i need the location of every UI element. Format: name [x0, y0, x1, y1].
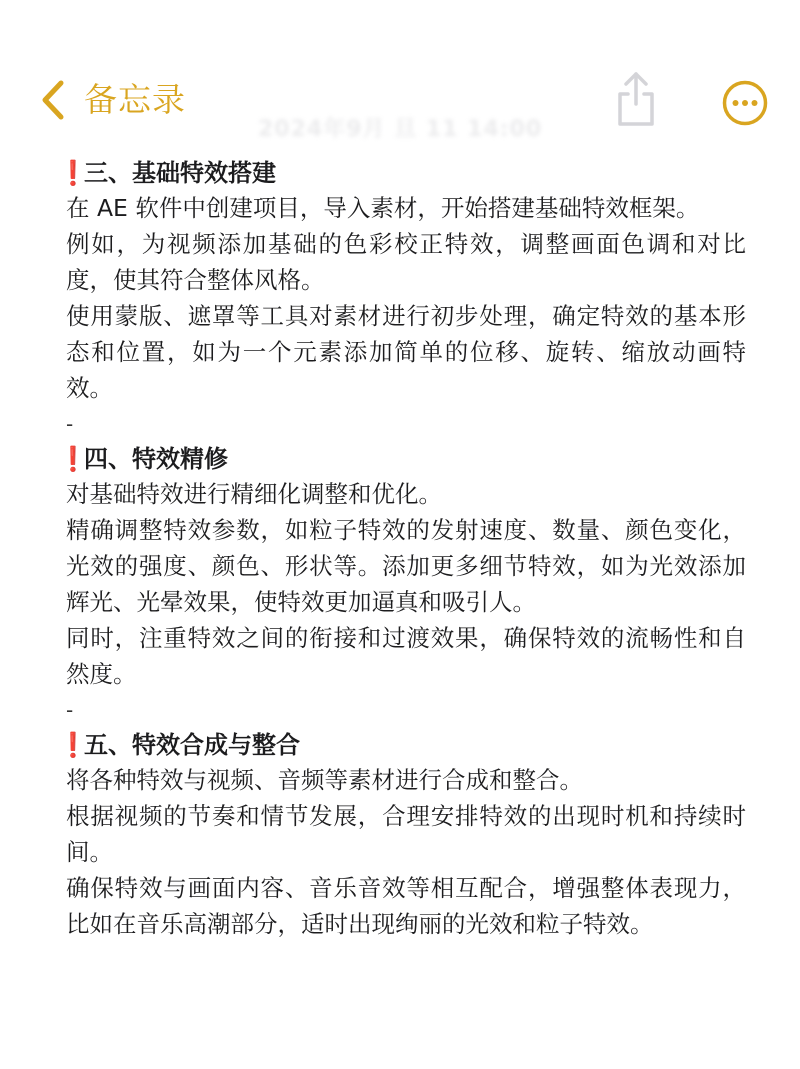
back-label: 备忘录: [84, 80, 186, 119]
paragraph: 例如，为视频添加基础的色彩校正特效，调整画面色调和对比度，使其符合整体风格。: [66, 230, 746, 294]
exclamation-icon: ❗: [58, 731, 88, 759]
paragraph: 同时，注重特效之间的衔接和过渡效果，确保特效的流畅性和自然度。: [66, 624, 746, 688]
divider: -: [66, 698, 74, 722]
paragraph: 确保特效与画面内容、音乐音效等相互配合，增强整体表现力，比如在音乐高潮部分，适时出现绚丽的光效和粒子特效。: [66, 874, 746, 938]
paragraph: 根据视频的节奏和情节发展，合理安排特效的出现时机和持续时间。: [66, 802, 746, 866]
section-heading: [58, 728, 746, 762]
exclamation-icon: ❗: [58, 159, 88, 187]
note-body[interactable]: [58, 156, 746, 942]
section-title: 三、基础特效搭建: [84, 159, 276, 187]
section-4: [58, 442, 746, 728]
more-icon[interactable]: [722, 80, 768, 126]
note-date: 2024年9月 旦 11 14:00: [258, 117, 543, 142]
navigation-bar: [0, 0, 800, 150]
chevron-left-icon: [40, 78, 66, 122]
section-3: [58, 156, 746, 442]
back-button[interactable]: [40, 78, 186, 122]
paragraph: 使用蒙版、遮罩等工具对素材进行初步处理，确定特效的基本形态和位置，如为一个元素添加简单的位移、旋转、缩放动画特效。: [66, 302, 746, 402]
share-icon[interactable]: [614, 70, 658, 128]
paragraph: 精确调整特效参数，如粒子特效的发射速度、数量、颜色变化，光效的强度、颜色、形状等。添加更多细节特效，如为光效添加辉光、光晕效果，使特效更加逼真和吸引人。: [66, 516, 746, 616]
section-heading: [58, 156, 746, 190]
divider: -: [66, 412, 74, 436]
paragraph: 将各种特效与视频、音频等素材进行合成和整合。: [66, 766, 583, 794]
section-title: 五、特效合成与整合: [84, 731, 300, 759]
section-title: 四、特效精修: [84, 445, 228, 473]
exclamation-icon: ❗: [58, 445, 88, 473]
section-5: [58, 728, 746, 942]
section-heading: [58, 442, 746, 476]
paragraph: 在 AE 软件中创建项目，导入素材，开始搭建基础特效框架。: [66, 194, 700, 222]
paragraph: 对基础特效进行精细化调整和优化。: [66, 480, 442, 508]
